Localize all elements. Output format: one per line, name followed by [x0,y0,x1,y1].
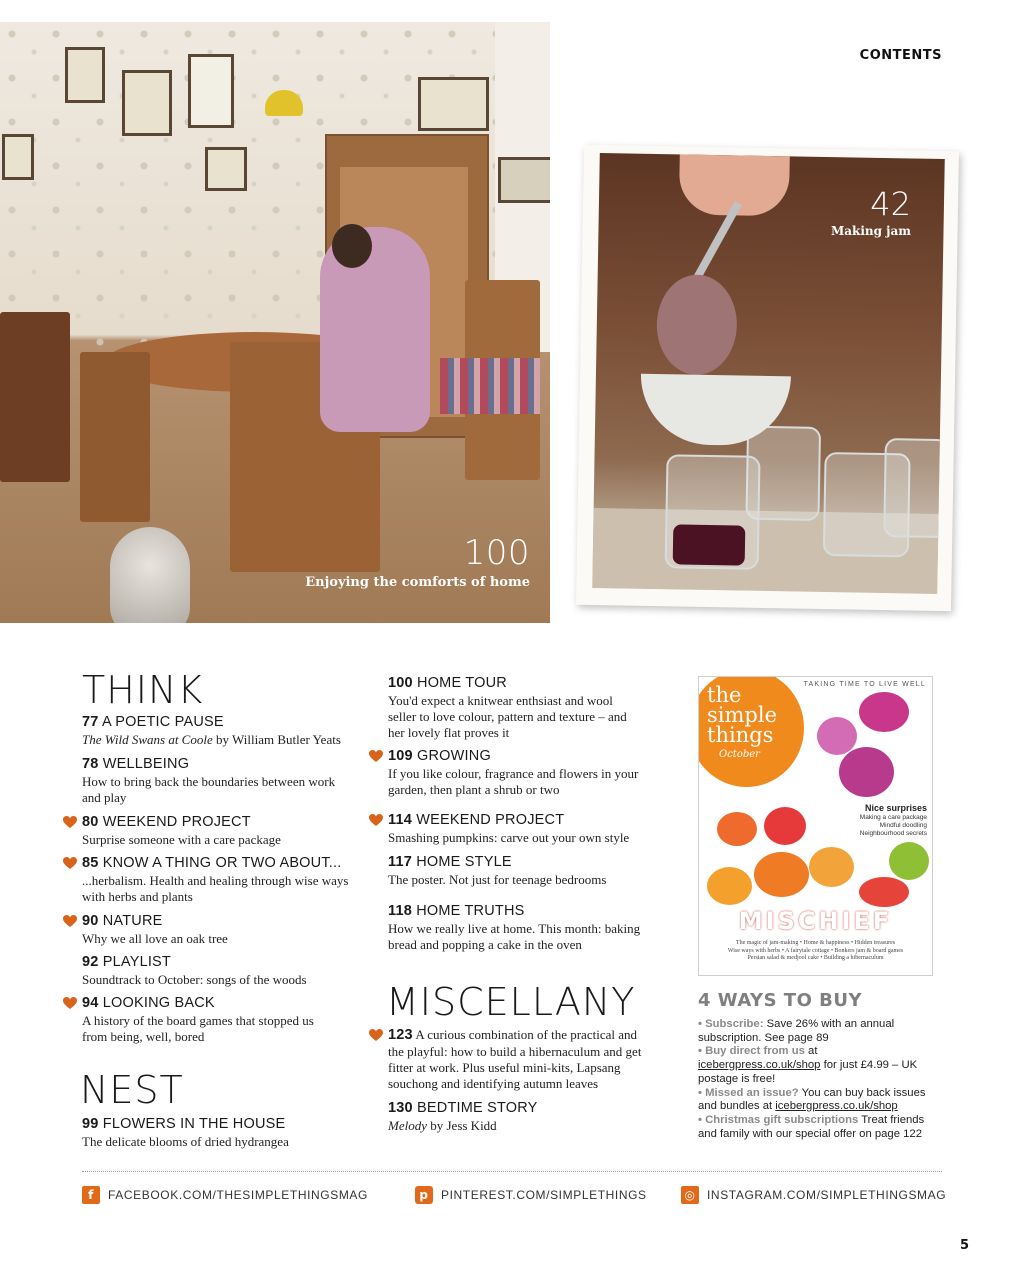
entry-77[interactable]: 77 A POETIC PAUSE The Wild Swans at Coole by William Butler Yeats [82,714,341,747]
entry-100[interactable]: 100 HOME TOUR You'd expect a knitwear enthsiast and wool seller to love colour, pattern and texture – and her lovely flat proves it [388,675,627,740]
page-number: 5 [960,1238,970,1253]
ways-to-buy-list [698,1018,938,1141]
buy-back-issues: • Missed an issue? You can buy back issues and bundles at icebergpress.co.uk/shop [698,1086,926,1113]
heart-icon [369,750,383,763]
home-photo-page-number: 100 [463,533,530,573]
entry-114[interactable]: 114 WEEKEND PROJECT Smashing pumpkins: carve out your own style [388,812,630,845]
section-heading-nest: NEST [80,1068,184,1112]
section-heading-think: THINK [82,668,204,712]
entry-99[interactable]: 99 FLOWERS IN THE HOUSE The delicate blooms of dried hydrangea [82,1116,289,1149]
footer-divider [82,1171,942,1172]
page-title: CONTENTS [859,48,942,63]
pinterest-icon: p [415,1186,433,1204]
heart-icon [369,814,383,827]
entry-94[interactable]: 94 LOOKING BACK A history of the board games that stopped us from being, well, bored [82,995,314,1044]
cover-contents-lines: The magic of jam-making • Home & happiness • Hidden treasures Wise ways with herbs • A fairytale cottage • Bonkers jam & board games Persian salad & medjool cake • Building a hibernaculum [727,940,904,961]
entry-92[interactable]: 92 PLAYLIST Soundtrack to October: songs of the woods [82,954,307,987]
entry-78[interactable]: 78 WELLBEING How to bring back the boundaries between work and play [82,756,336,805]
heart-icon [63,915,77,928]
jam-photo-caption: Making jam [830,224,911,238]
buy-direct: • Buy direct from us at icebergpress.co.uk/shop for just £4.99 – UK postage is free! [698,1045,918,1085]
entry-90[interactable]: 90 NATURE Why we all love an oak tree [82,913,228,946]
shop-link[interactable]: icebergpress.co.uk/shop [698,1059,821,1072]
entry-109[interactable]: 109 GROWING If you like colour, fragrance and flowers in your garden, then plant a shrub or two [388,748,639,797]
pinterest-link[interactable]: p PINTEREST.COM/SIMPLETHINGS [415,1186,647,1204]
home-photo-caption: Enjoying the comforts of home [305,575,530,590]
cover-headline: MISCHIEF [738,907,893,935]
cover-month: October [719,749,760,760]
entry-130[interactable]: 130 BEDTIME STORY Melody by Jess Kidd [388,1100,538,1133]
entry-80[interactable]: 80 WEEKEND PROJECT Surprise someone with a care package [82,814,281,847]
instagram-icon: ◎ [681,1186,699,1204]
ways-to-buy-heading: 4 WAYS TO BUY [698,990,863,1011]
shop-link[interactable]: icebergpress.co.uk/shop [775,1100,898,1113]
heart-icon [63,857,77,870]
buy-gift: • Christmas gift subscriptions Treat friends and family with our special offer on page 122 [698,1113,925,1140]
section-heading-miscellany: MISCELLANY [386,980,636,1024]
magazine-cover[interactable] [698,676,933,976]
facebook-icon: f [82,1186,100,1204]
buy-subscribe: • Subscribe: Save 26% with an annual subscription. See page 89 [698,1018,895,1044]
heart-icon [63,816,77,829]
entry-123[interactable]: 123 A curious combination of the practical and the playful: how to build a hibernaculum and get fitter at work. Plus useful mini-kits, Lapsang souchong and identifying autumn leaves [388,1027,642,1091]
cover-side-text: Nice surprises Making a care package Mindful doodling Neighbourhood secrets [859,803,927,837]
cover-tagline: TAKING TIME TO LIVE WELL [803,681,926,688]
facebook-link[interactable]: f FACEBOOK.COM/THESIMPLETHINGSMAG [82,1186,368,1204]
heart-icon [369,1029,383,1042]
cover-logo: the simple things [707,683,777,747]
entry-117[interactable]: 117 HOME STYLE The poster. Not just for teenage bedrooms [388,854,607,887]
jam-photo-page-number: 42 [870,185,911,223]
instagram-link[interactable]: ◎ INSTAGRAM.COM/SIMPLETHINGSMAG [681,1186,946,1204]
entry-118[interactable]: 118 HOME TRUTHS How we really live at home. This month: baking bread and popping a cake in the oven [388,903,641,952]
entry-85[interactable]: 85 KNOW A THING OR TWO ABOUT... ...herbalism. Health and healing through wise ways with herbs and plants [82,855,349,904]
heart-icon [63,997,77,1010]
